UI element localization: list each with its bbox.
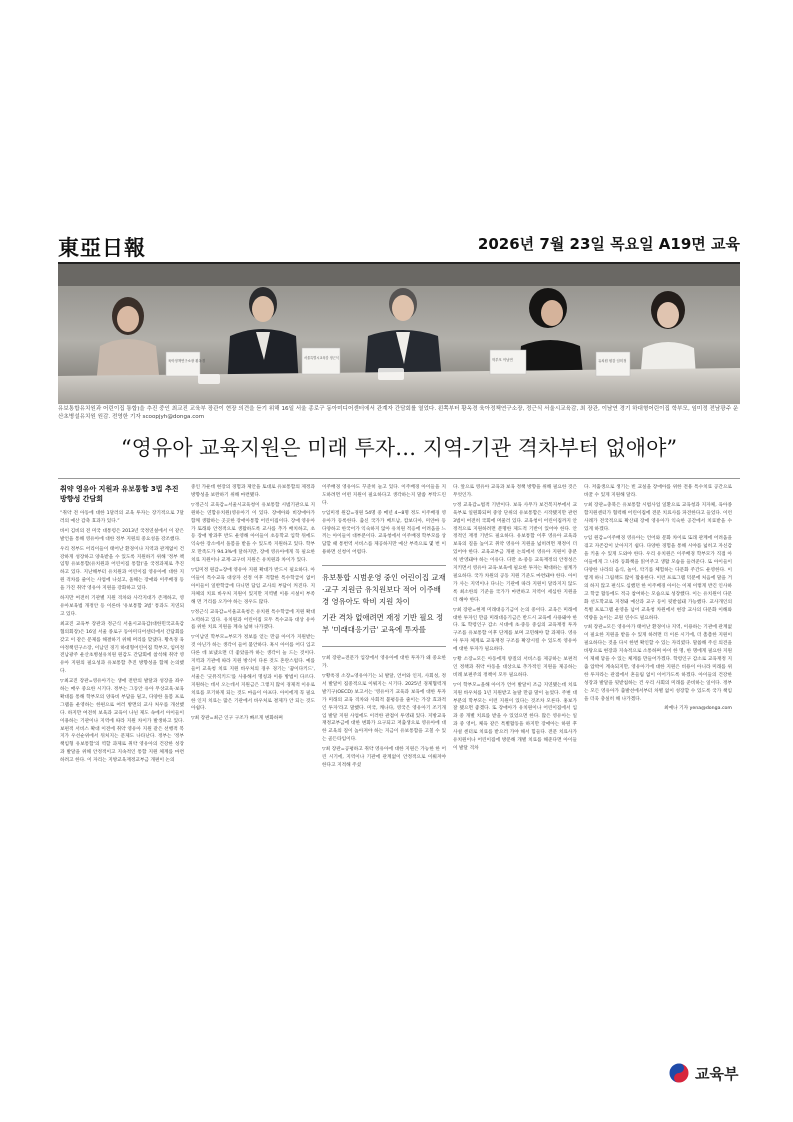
paragraph: ▽최 장관=모든 영유아가 태어난 환경이나 지역, 이용하는 기관에 관계없이 필요한 지원을 받을 수 있게 하려면 더 이른 시기에, 더 촘촘한 지원이 필요하다는 것을 다시 한번 확인할 수 있는 자리였다. 말씀해 주신 의견을 바탕으로 현장과 지속적으로 소통하며 아이 한 명, 한 명에게 필요한 지원이 제때 닿을 수 있는 체계를 만들어가겠다. 학령인구 감소로 교육재정 지출 압박이 계속되지만, 영유아기에 대한 지원은 비용이 아니라 미래를 위한 투자라는 관점에서 흔들림 없이 이어가도록 하겠다. 아이들의 건강한 성장과 발달을 뒷받침하는 건 우리 사회의 미래를 준비하는 일이다. 정부는 모든 영유아가 출발선에서부터 차별 없이 성장할 수 있도록 국가 책임을 더욱 충실히 해 나가겠다.: [584, 625, 732, 702]
roundtable-photo: [58, 264, 740, 404]
name-card-2: 서울특별시교육감 정근식: [304, 356, 339, 360]
article-column-2: [191, 484, 315, 884]
paragraph: ▽최교진 장관=영유아기는 생애 전반의 발달과 성장을 좌우하는 매우 중요한 시기다. 정부는 그동안 유아 무상교육·보육 확대를 통해 학부모의 양육비 부담을 덜고, 다양한 돌봄 프로그램을 운영하는 한편으로 여러 방면의 교사 처우를 개선했다. 하지만 여전히 보육과 교육이 나뉜 제도 속에서 아이들이 이용하는 기관이나 지역에 따라 지원 차이가 발생하고 있다. 보편적 서비스 확대 이전에 취약 영유아 지원 같은 선행적 복지가 우선순위에서 뒤처지는 문제도 나타난다. 정부는 '정부 책임형 유보통합'의 역할 과제로 취약 영유아의 건강한 성장과 발달을 위해 안정적이고 지속적인 통합 지원 체계를 마련하려고 한다. 이 자리는 지방교육재정교부금 개편이 논의: [60, 679, 184, 764]
paragraph: ▽황옥경 소장=영유아기는 뇌 발달, 언어와 인지, 사회성, 정서 발달이 집중적으로 이뤄지는 시기다. 2025년 경제협력개발기구(OECD) 보고서는 '영유아기 교육과 보육에 대한 투자가 미래의 교육 격차와 사회적 불평등을 줄이는 가장 효과적인 투자'라고 말했다. 미국, 캐나다, 영국은 영유아기 조기개입 발달 지원 사업에도 이러한 관점이 투영돼 있다. 지방교육재정교부금에 대한 변화가 요구되고 저출생으로 영유아에 대한 교육의 질이 높아져야 하는 지금이 유보통합을 고칠 수 있는 골든타임이다.: [322, 673, 446, 743]
article-column-4: [453, 484, 577, 884]
name-card-3: 학부모 이남연: [492, 358, 513, 362]
name-card-1: 육아정책연구소장 황옥경: [168, 359, 206, 363]
headline: “영유아 교육지원은 미래 투자… 지역-기관 격차부터 없애야”: [120, 436, 678, 460]
headline-rule: [58, 478, 740, 479]
paragraph: ▽최 장관=전문가 입장에서 영유아에 대한 투자가 왜 중요한가.: [322, 656, 446, 670]
paragraph: 이주배경 영유아도 꾸준히 늘고 있다. 이주배경 아이들을 지도하려면 어떤 지원이 필요하다고 생각하는지 말씀 부탁드린다.: [322, 485, 446, 506]
paragraph: ▽최 장관=현재 미래대응기금이 논의 중이다. 교육은 미래에 대한 투자인 만큼 미래대응기금은 반드시 교육에 사용돼야 한다. 또 학령인구 감소 시대에 초·중등 중심의 교육재정 투자 구조를 유보통합 이후 단계를 보며 고민해야 할 과제다. 영유아 투자 체계로 교육재정 구조를 확장시킬 수 있도록 영유아에 대한 투자가 필요하다.: [453, 607, 577, 653]
paragraph: ▽임 원감=이주배경 영유아는 언어와 문화 차이로 또래 관계에 어려움을 겪고 자존감이 낮아지기 쉽다. 다양한 경험을 통해 시야를 넓히고 자신감을 키울 수 있게 도와야 한다. 우리 유치원은 이주배경 학부모가 직접 아이들에게 그 나라 동화책을 읽어주고 생활 모습을 들려준다. 또 아이들이 다양한 나라의 음식, 놀이, 악기를 체험하는 다문화 주간도 운영한다. 이렇게 하니 그림책도 많이 활용한다. 이런 프로그램 덕분에 처음에 말을 거의 하지 않고 편식도 심했던 한 이주배경 아이는 이제 이렇게 반긴 인사하고 학급 활동에도 적극 참여하는 모습으로 성장했다. 이는 유치원이 다문화 선도학교로 지정돼 예산과 교구 등이 뒷받침돼 가능했다. 교사개인의 특별 프로그램 운영을 넘어 교육청 차원에서 현장 교사의 다문화 이해와 역량을 높이는 교원 연수도 필요하다.: [584, 536, 732, 621]
article-column-5: [584, 484, 732, 884]
paragraph: ▽정근식 교육감=서울시교육청이 유보통합 시범기관으로 지원하는 연합유치원(영유아기 이 있다. 장애아와 비장애아가 함께 생활하는 곳곳한 장애아통합 어린이집이다. 장애 영유아가 또래와 안정적으로 생활하도록 교사를 추가 배치하고, 초등 장애 방과후 반도 운영해 아이들이 초등학교 입학 뒤에도 익숙한 장소에서 돌봄을 받을 수 있도록 지원하고 있다. 학부모 만족도가 94.3%에 달하지만, 장애 영유아에게 꼭 필요한 치료 지원이나 교재·교구비 지원은 유치원과 차이가 있다.: [191, 502, 315, 564]
paragraph: ▽정근식 교육감=서울교육청은 유치원 특수학급에 지원 확대 노력하고 있다. 유치원과 어린이집 모두 특수교육 대상 유아를 위한 치료 지원을 계속 넓혀 나가겠다.: [191, 609, 315, 631]
paragraph: ▽임미정 원감=장애 영유아 지원 확대가 반드시 필요하다. 아이들이 특수교육 대상자 선정 이후 적합한 특수학급이 없어 아이들이 일반학급에 다니면 담임 교사의 부담이 커진다. 지자체의 치료 바우처 지원이 있지만 지역별 이용 시설이 부족해 먼 거리를 오가야 하는 경우도 많다.: [191, 568, 315, 605]
pull-quote-1: 유보통합 시범운영 중인 어린이집 교재·교구 지원금 유치원보다 적어 이주배경 영유아도 학비 지원 차이: [322, 573, 446, 607]
paragraph: 다. 저출생으로 생기는 빈 교실을 장애아를 위한 전용 특수치료 공간으로 바꿀 수 있게 지원해 달라.: [584, 485, 732, 498]
ministry-logo: [668, 1060, 758, 1086]
paragraph: ▽황 소장=모든 아동에게 양질의 서비스를 제공하는 보편적인 정책과 취약 아동을 대상으로 추가적인 지원을 제공하는 비례 보편주의 정책이 모두 필요하다.: [453, 657, 577, 678]
pull-quote-2: 기관 격차 없애려면 재정 기반 필요 정부 '미래대응기금' 교육에 투자를: [322, 613, 444, 635]
photo-illustration: [58, 264, 740, 404]
dateline: 2026년 7월 23일 목요일 A19면 교육: [477, 235, 740, 253]
paragraph: 하지만 여전히 기관별 지원 격차와 사각지대가 존재하고, 영유아보육법 개정안 등 이른바 '유보통합 3법' 통과도 지연되고 있다.: [60, 596, 184, 617]
pull-quote: [322, 565, 446, 647]
article-subhead: 취약 영유아 지원과 유보통합 3법 추진 방향성 간담회: [60, 485, 179, 503]
paragraph: “취약 전 아동에 대한 1달러의 교육 투자는 장기적으로 7달러의 예산 감축 효과가 있다.”: [60, 511, 184, 524]
photo-caption: 유보통합유치원과 어린이집 통합)을 추진 중인 최교진 교육부 장관이 현장 의견을 듣기 위해 16일 서울 종로구 동아미디어센터에서 관계자 간담회를 열었다. 왼쪽부터 황옥경 육아정책연구소장, 정근식 서울시교육감, 최 장관, 이남연 경기 하대형어린이집 학부모, 임미정 전남광주 운산초병설유치원 원감. 전영한 기자 scoopjyh@donga.com: [58, 406, 739, 420]
paragraph: ▽이남연 학부모=부모가 정보를 얻는 만큼 아이가 지원받는 것 아닌가 하는 생각이 들어 불안하다. 혹시 아이를 어디 입고 다른 데 보냈으면 더 좋았을까 하는 생각이 늘 드는 것이다. 지역과 기관에 따라 지원 방식이 다른 것도 혼란스럽다. 예를 들어 교육청 치료 지원 바우처의 경우 경기는 '꿈이다키드', 서울은 '굿뮤직키드'를 사용해서 명칭과 이용 방법이 다르다. 지원하는 데서 오는데서 지원금은 그렇지 많이 경제적 이유로 치료를 포기하게 되는 것도 마음이 아프다. 아이에게 꼭 필요한 인지 치료는 많은 기관에서 바우처로 결제가 안 되는 것도 아쉽다.: [191, 635, 315, 712]
paragraph: ▽최 장관=최근 인구 구조가 빠르게 변화하며: [191, 716, 283, 722]
newspaper-logo: 東亞日報: [58, 235, 146, 260]
paragraph: 우리 정부도 어리이들이 태어난 환경이나 지역과 관계없이 건강하게 성장하고 양육받을 수 있도록 지원하기 위해 '정부 책임형 유보통합(유치원과 어린이집 통합)'을 국정과제로 추진하고 있다. 지난해부터 유치원과 어린이집 영유아에 대한 지원 격차를 줄이는 사업에 나섰고, 올해는 장애와 이주배경 등을 가진 취약 영유아 지원을 강화하고 있다.: [60, 546, 184, 592]
article-column-1: [60, 484, 184, 884]
paragraph: ▽최 장관=공평하고 취약 영유아에 대한 지원은 가능한 한 어린 시기에, 지역이나 기관에 관계없이 안정적으로 이뤄져야 한다고 지적해 주셨: [322, 747, 446, 768]
name-card-4: 유치원 원감 임미정: [598, 359, 627, 363]
paragraph: 최교진 교육부 장관과 정근식 서울시교육감(대한민국교육감협의회장)은 16일 서울 종로구 동아미디어센터에서 간담회를 갖고 이 같은 문제를 해결하기 위해 머리를 맞댔다. 황옥경 육아정책연구소장, 이남연 경기 하대형어린이집 학부모, 임미정 전남광주 운산초병설유치원 원감도 간담회에 참석해 취약 영유아 지원의 필요성과 유보통합 추진 방향성을 함께 논의했다.: [60, 621, 184, 675]
paragraph: 다. 앞으로 영유아 교육과 보육 정책 방향을 위해 필요한 것은 무엇인가.: [453, 485, 577, 498]
taegeuk-icon: [668, 1062, 690, 1084]
byline: 최예나 기자 yena@donga.com: [664, 706, 732, 712]
ministry-name: 교육부: [695, 1065, 739, 1083]
paragraph: 바이 김비의 전 미국 대통령은 2013년 국정연설에서 이 같은 발언을 통해 영유아에 대한 정부 지원의 중요성을 강조했다.: [60, 528, 184, 542]
paragraph: ▽최 장관=충북은 유보통합 시범사업 일환으로 교육청과 지자체, 육아종합지원센터가 협력해 어린이집에 전문 치료사를 파견한다고 들었다. 이런 사례가 전국적으로 확산돼 장애 영유아가 익숙한 공간에서 치료받을 수 있게 하겠다.: [584, 502, 732, 532]
paragraph: ▽이 학부모=올해 아이가 언어 발달이 조금 지연됐는데 치료 지원 바우처를 1년 지원받고 놀랄 만큼 말이 늘었다. 주변 대부분의 학부모는 이런 지원이 있다는 것조차 모른다. 홍보가 잘 됐으면 좋겠다. 또 장애아가 유치원이나 어린이집에서 입과 중 개별 치료를 받을 수 있었으면 한다. 많은 영유아는 일과 중 영어, 체육 같은 특별활동을 하지만 장애아는 하원 후 사설 센터로 치료를 받으러 가야 해서 힘들다. 전문 치료사가 유치원이나 어린이집에 방문해 개별 치료를 해준다면 아이들이 발달 격차: [453, 682, 577, 751]
masthead: [58, 232, 740, 260]
article-column-3: [322, 484, 446, 884]
paragraph: ▽임미정 원감=경원 54명 중 매년 4~8명 정도 이주배경 영유아가 등록한다. 출신 국가가 베트남, 캄보디아, 미얀마 등 다양하고 한국어가 익숙하지 않아 유치원 적응에 어려움을 느끼는 아이들이 대부분이다. 교육청에서 이주배경 학부모를 상담할 때 통번역 서비스를 제공하지만 예산 부족으로 몇 번 이용하면 신청이 어렵다.: [322, 510, 446, 556]
paragraph: 중인 가운데 현장의 경험과 제안을 토대로 유보통합의 제정과 방향성을 보완하기 위해 마련됐다.: [191, 485, 315, 498]
paragraph: ▽정 교육감=법적 기반이다. 보육 사무가 보건복지부에서 교육부로 일원화되며 중앙 단위의 유보통합은 시작됐지만 관련 3법이 여전히 국회에 머물러 있다. 교육청이 어린이집까지 안정적으로 지원하려면 분명한 제도적 기반이 있어야 한다. 안정적인 재정 기반도 필요하다. 유보통합 이후 영유아 교육과 보육의 질을 높이고 취약 영유아 지원을 넓히려면 재정이 더 있어야 한다. 교육교부금 개편 논의에서 영유아 지원이 충분히 반영돼야 하는 이유다. 다만 초·중등 교육재정의 안정성은 지키면서 영유아 교육·보육에 필요한 투자는 확대하는 설계가 필요하다. 국가 차원의 공동 지원 기준도 마련돼야 한다. 아이가 사는 지역이나 다니는 기관에 따라 지원이 달라지지 않도록 최소한의 기준을 국가가 마련하고 지역이 세심한 지원을 더 해야 한다.: [453, 502, 577, 603]
